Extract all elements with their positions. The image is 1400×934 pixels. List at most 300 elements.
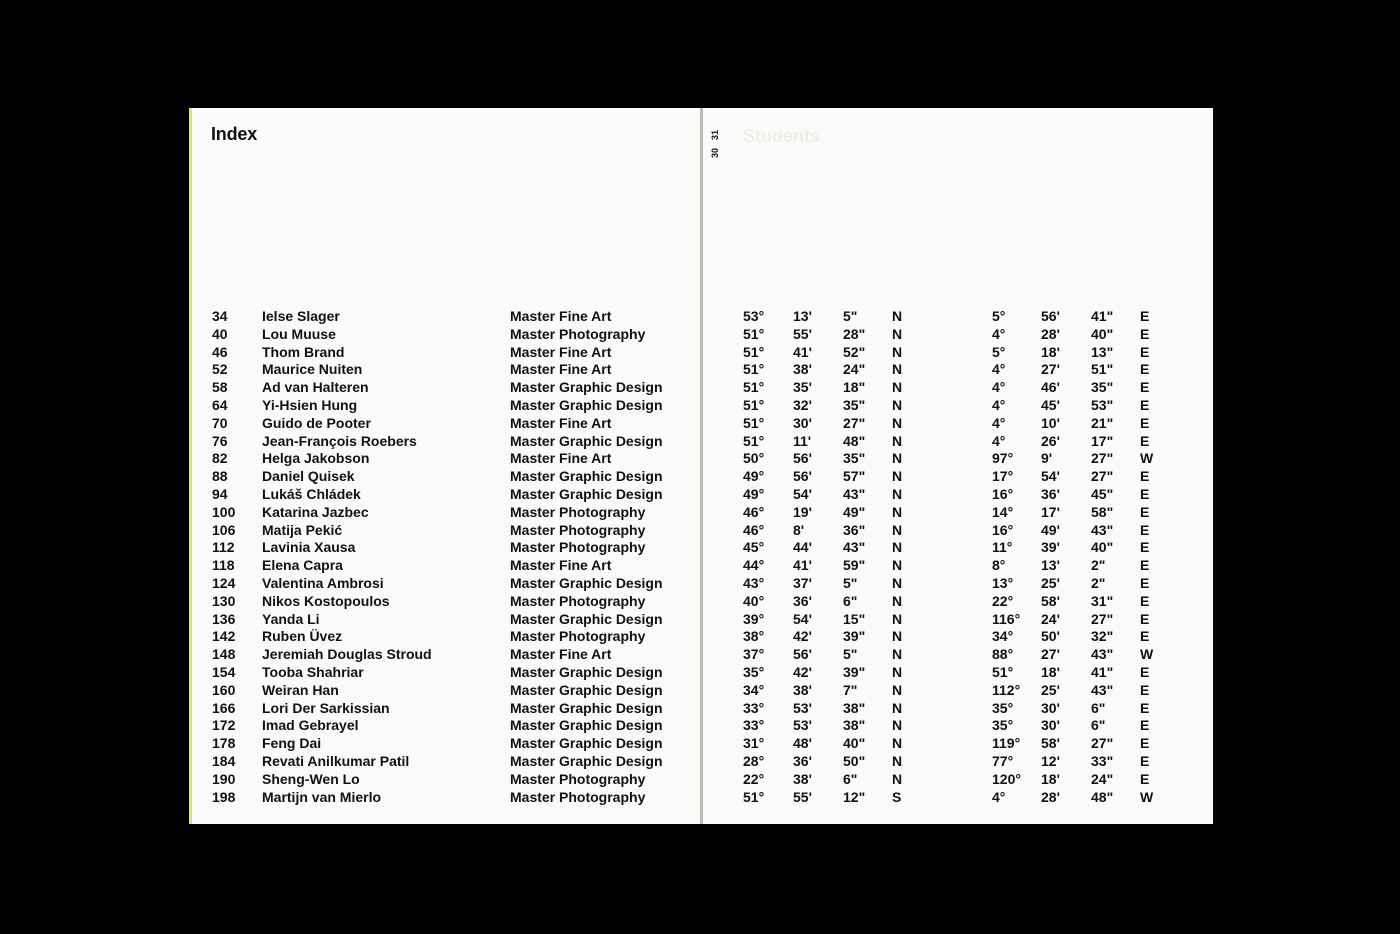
student-name: Lou Muuse bbox=[262, 325, 336, 342]
page-number: 106 bbox=[212, 521, 236, 538]
latitude-degrees: 33° bbox=[743, 699, 765, 716]
latitude-hemisphere: N bbox=[892, 770, 903, 787]
index-row bbox=[192, 682, 703, 700]
longitude-degrees: 8° bbox=[992, 557, 1006, 574]
index-row bbox=[192, 628, 703, 646]
longitude-degrees: 5° bbox=[992, 308, 1006, 324]
latitude-seconds: 36" bbox=[843, 521, 866, 538]
program-name: Master Graphic Design bbox=[510, 379, 663, 396]
latitude-degrees: 50° bbox=[743, 450, 765, 467]
latitude-hemisphere: N bbox=[892, 681, 903, 698]
longitude-degrees: 14° bbox=[992, 503, 1014, 520]
longitude-degrees: 4° bbox=[992, 361, 1006, 378]
page-number: 154 bbox=[212, 664, 236, 680]
page-number: 118 bbox=[212, 557, 235, 574]
page-number: 64 bbox=[212, 397, 228, 413]
longitude-hemisphere: E bbox=[1140, 325, 1150, 342]
latitude-minutes: 44' bbox=[793, 539, 812, 556]
latitude-minutes: 38' bbox=[793, 361, 812, 378]
index-row bbox=[192, 664, 703, 682]
latitude-minutes: 48' bbox=[793, 735, 812, 752]
student-name: Valentina Ambrosi bbox=[262, 575, 384, 591]
longitude-seconds: 31" bbox=[1091, 592, 1114, 609]
longitude-hemisphere: E bbox=[1140, 468, 1150, 485]
coordinates-row bbox=[703, 308, 1213, 326]
latitude-degrees: 35° bbox=[743, 664, 765, 680]
coordinates-row bbox=[703, 415, 1213, 433]
latitude-degrees: 38° bbox=[743, 628, 765, 645]
latitude-seconds: 6" bbox=[843, 770, 858, 787]
coordinates-row bbox=[703, 433, 1213, 451]
longitude-degrees: 35° bbox=[992, 717, 1014, 734]
latitude-seconds: 28" bbox=[843, 325, 866, 342]
latitude-hemisphere: N bbox=[892, 414, 903, 431]
longitude-seconds: 21" bbox=[1091, 414, 1114, 431]
page-title: Index bbox=[211, 124, 258, 144]
page-number: 172 bbox=[212, 717, 236, 734]
latitude-minutes: 56' bbox=[793, 450, 812, 467]
longitude-seconds: 27" bbox=[1091, 450, 1114, 467]
latitude-degrees: 31° bbox=[743, 735, 765, 752]
latitude-degrees: 51° bbox=[743, 397, 765, 413]
coordinates-row bbox=[703, 539, 1213, 557]
longitude-minutes: 12' bbox=[1041, 753, 1060, 769]
longitude-degrees: 120° bbox=[992, 770, 1021, 787]
latitude-hemisphere: N bbox=[892, 539, 903, 556]
latitude-degrees: 51° bbox=[743, 432, 765, 449]
student-name: Thom Brand bbox=[262, 343, 345, 360]
coordinates-row bbox=[703, 664, 1213, 682]
longitude-seconds: 24" bbox=[1091, 770, 1114, 787]
longitude-degrees: 16° bbox=[992, 521, 1014, 538]
longitude-degrees: 16° bbox=[992, 486, 1014, 502]
index-row bbox=[192, 522, 703, 540]
longitude-minutes: 18' bbox=[1041, 343, 1060, 360]
longitude-degrees: 88° bbox=[992, 646, 1014, 663]
longitude-degrees: 77° bbox=[992, 753, 1014, 769]
page-number: 184 bbox=[212, 753, 236, 769]
student-name: Ruben Üvez bbox=[262, 628, 343, 645]
latitude-hemisphere: N bbox=[892, 646, 903, 663]
coordinates-row bbox=[703, 397, 1213, 415]
longitude-hemisphere: E bbox=[1140, 343, 1150, 360]
longitude-hemisphere: E bbox=[1140, 664, 1150, 680]
latitude-hemisphere: N bbox=[892, 592, 903, 609]
longitude-hemisphere: E bbox=[1140, 521, 1150, 538]
latitude-hemisphere: N bbox=[892, 468, 903, 485]
longitude-seconds: 53" bbox=[1091, 397, 1114, 413]
index-row bbox=[192, 326, 703, 344]
coordinates-row bbox=[703, 700, 1213, 718]
student-name: Ad van Halteren bbox=[262, 379, 369, 396]
longitude-seconds: 40" bbox=[1091, 539, 1114, 556]
latitude-hemisphere: N bbox=[892, 325, 903, 342]
latitude-seconds: 43" bbox=[843, 486, 866, 502]
index-row bbox=[192, 717, 703, 735]
page-number: 88 bbox=[212, 468, 228, 485]
student-name: Weiran Han bbox=[262, 681, 339, 698]
coordinates-row bbox=[703, 611, 1213, 629]
latitude-hemisphere: N bbox=[892, 717, 903, 734]
longitude-minutes: 58' bbox=[1041, 735, 1060, 752]
latitude-seconds: 57" bbox=[843, 468, 866, 485]
latitude-hemisphere: N bbox=[892, 735, 903, 752]
program-name: Master Graphic Design bbox=[510, 468, 663, 485]
latitude-hemisphere: N bbox=[892, 521, 903, 538]
latitude-degrees: 51° bbox=[743, 343, 765, 360]
longitude-hemisphere: E bbox=[1140, 503, 1150, 520]
longitude-hemisphere: W bbox=[1140, 450, 1154, 467]
latitude-minutes: 41' bbox=[793, 343, 812, 360]
longitude-hemisphere: E bbox=[1140, 486, 1150, 502]
program-name: Master Fine Art bbox=[510, 343, 612, 360]
longitude-minutes: 56' bbox=[1041, 308, 1060, 324]
student-name: Revati Anilkumar Patil bbox=[262, 753, 410, 769]
latitude-degrees: 46° bbox=[743, 503, 765, 520]
latitude-minutes: 36' bbox=[793, 592, 812, 609]
latitude-degrees: 37° bbox=[743, 646, 765, 663]
page-number: 178 bbox=[212, 735, 236, 752]
longitude-degrees: 4° bbox=[992, 432, 1006, 449]
coordinates-row bbox=[703, 522, 1213, 540]
longitude-hemisphere: E bbox=[1140, 628, 1150, 645]
longitude-seconds: 43" bbox=[1091, 646, 1114, 663]
longitude-degrees: 22° bbox=[992, 592, 1014, 609]
index-row bbox=[192, 771, 703, 789]
page-number: 160 bbox=[212, 681, 236, 698]
longitude-seconds: 2" bbox=[1091, 557, 1106, 574]
page-number: 130 bbox=[212, 592, 236, 609]
latitude-degrees: 43° bbox=[743, 575, 765, 591]
index-row bbox=[192, 486, 703, 504]
latitude-degrees: 28° bbox=[743, 753, 765, 769]
student-name: Helga Jakobson bbox=[262, 450, 370, 467]
student-name: Daniel Quisek bbox=[262, 468, 355, 485]
longitude-degrees: 4° bbox=[992, 379, 1006, 396]
student-name: Sheng-Wen Lo bbox=[262, 770, 360, 787]
latitude-seconds: 5" bbox=[843, 575, 858, 591]
latitude-degrees: 51° bbox=[743, 325, 765, 342]
index-row bbox=[192, 415, 703, 433]
index-row bbox=[192, 611, 703, 629]
index-row bbox=[192, 789, 703, 807]
longitude-minutes: 27' bbox=[1041, 361, 1060, 378]
latitude-seconds: 52" bbox=[843, 343, 866, 360]
page-number: 124 bbox=[212, 575, 236, 591]
latitude-hemisphere: N bbox=[892, 753, 903, 769]
latitude-seconds: 15" bbox=[843, 610, 866, 627]
longitude-hemisphere: E bbox=[1140, 735, 1150, 752]
coordinates-row bbox=[703, 789, 1213, 807]
latitude-minutes: 19' bbox=[793, 503, 812, 520]
latitude-degrees: 44° bbox=[743, 557, 765, 574]
longitude-minutes: 50' bbox=[1041, 628, 1060, 645]
index-row bbox=[192, 397, 703, 415]
longitude-minutes: 18' bbox=[1041, 664, 1060, 680]
longitude-minutes: 36' bbox=[1041, 486, 1060, 502]
longitude-degrees: 116° bbox=[992, 610, 1021, 627]
student-name: Jean-François Roebers bbox=[262, 432, 417, 449]
index-row bbox=[192, 379, 703, 397]
student-name: Yi-Hsien Hung bbox=[262, 397, 358, 413]
longitude-hemisphere: W bbox=[1140, 646, 1154, 663]
longitude-minutes: 26' bbox=[1041, 432, 1060, 449]
page-number: 190 bbox=[212, 770, 236, 787]
latitude-degrees: 34° bbox=[743, 681, 765, 698]
latitude-seconds: 49" bbox=[843, 503, 866, 520]
latitude-minutes: 11' bbox=[793, 432, 812, 449]
index-row bbox=[192, 575, 703, 593]
latitude-degrees: 39° bbox=[743, 610, 765, 627]
latitude-hemisphere: N bbox=[892, 557, 903, 574]
coordinates-row bbox=[703, 379, 1213, 397]
latitude-minutes: 54' bbox=[793, 486, 812, 502]
student-name: Tooba Shahriar bbox=[262, 664, 364, 680]
latitude-seconds: 5" bbox=[843, 308, 858, 324]
latitude-minutes: 54' bbox=[793, 610, 812, 627]
latitude-degrees: 49° bbox=[743, 468, 765, 485]
latitude-seconds: 43" bbox=[843, 539, 866, 556]
latitude-hemisphere: N bbox=[892, 379, 903, 396]
longitude-seconds: 35" bbox=[1091, 379, 1114, 396]
longitude-hemisphere: E bbox=[1140, 557, 1150, 574]
index-row bbox=[192, 646, 703, 664]
latitude-degrees: 45° bbox=[743, 539, 765, 556]
program-name: Master Fine Art bbox=[510, 308, 612, 324]
program-name: Master Fine Art bbox=[510, 557, 612, 574]
student-name: Lavinia Xausa bbox=[262, 539, 356, 556]
index-row bbox=[192, 700, 703, 718]
coordinates-row bbox=[703, 486, 1213, 504]
latitude-minutes: 38' bbox=[793, 681, 812, 698]
program-name: Master Fine Art bbox=[510, 450, 612, 467]
program-name: Master Graphic Design bbox=[510, 681, 663, 698]
longitude-degrees: 13° bbox=[992, 575, 1014, 591]
program-name: Master Photography bbox=[510, 628, 646, 645]
coordinates-row bbox=[703, 468, 1213, 486]
latitude-minutes: 32' bbox=[793, 397, 812, 413]
longitude-hemisphere: E bbox=[1140, 575, 1150, 591]
longitude-minutes: 17' bbox=[1041, 503, 1060, 520]
latitude-degrees: 51° bbox=[743, 361, 765, 378]
show-through-title: Students bbox=[743, 126, 821, 146]
index-row bbox=[192, 344, 703, 362]
program-name: Master Graphic Design bbox=[510, 575, 663, 591]
student-name: Katarina Jazbec bbox=[262, 503, 369, 520]
longitude-minutes: 49' bbox=[1041, 521, 1060, 538]
latitude-minutes: 53' bbox=[793, 717, 812, 734]
latitude-seconds: 39" bbox=[843, 628, 866, 645]
latitude-degrees: 53° bbox=[743, 308, 765, 324]
longitude-hemisphere: E bbox=[1140, 308, 1150, 324]
program-name: Master Fine Art bbox=[510, 361, 612, 378]
program-name: Master Photography bbox=[510, 788, 646, 805]
index-row bbox=[192, 504, 703, 522]
longitude-minutes: 25' bbox=[1041, 575, 1060, 591]
longitude-seconds: 6" bbox=[1091, 717, 1106, 734]
page-number: 148 bbox=[212, 646, 236, 663]
student-name: Lukáš Chládek bbox=[262, 486, 361, 502]
coordinates-row bbox=[703, 735, 1213, 753]
latitude-seconds: 35" bbox=[843, 397, 866, 413]
latitude-minutes: 42' bbox=[793, 664, 812, 680]
longitude-hemisphere: E bbox=[1140, 770, 1150, 787]
student-name: Yanda Li bbox=[262, 610, 320, 627]
page-number: 58 bbox=[212, 379, 228, 396]
student-name: Nikos Kostopoulos bbox=[262, 592, 390, 609]
latitude-hemisphere: N bbox=[892, 308, 903, 324]
page-number: 76 bbox=[212, 432, 228, 449]
index-row bbox=[192, 433, 703, 451]
page-number: 40 bbox=[212, 325, 228, 342]
page-number: 82 bbox=[212, 450, 228, 467]
coordinates-row bbox=[703, 344, 1213, 362]
longitude-seconds: 17" bbox=[1091, 432, 1114, 449]
index-row bbox=[192, 735, 703, 753]
folio-number-right: 31 bbox=[710, 129, 721, 141]
index-row bbox=[192, 539, 703, 557]
program-name: Master Photography bbox=[510, 521, 646, 538]
latitude-hemisphere: N bbox=[892, 450, 903, 467]
coordinates-row bbox=[703, 646, 1213, 664]
page-number: 112 bbox=[212, 539, 235, 556]
latitude-minutes: 37' bbox=[793, 575, 812, 591]
longitude-minutes: 54' bbox=[1041, 468, 1060, 485]
latitude-seconds: 24" bbox=[843, 361, 866, 378]
latitude-minutes: 35' bbox=[793, 379, 812, 396]
longitude-degrees: 17° bbox=[992, 468, 1014, 485]
longitude-minutes: 27' bbox=[1041, 646, 1060, 663]
longitude-seconds: 48" bbox=[1091, 788, 1114, 805]
latitude-hemisphere: N bbox=[892, 432, 903, 449]
student-name: Jeremiah Douglas Stroud bbox=[262, 646, 432, 663]
latitude-minutes: 41' bbox=[793, 557, 812, 574]
latitude-degrees: 46° bbox=[743, 521, 765, 538]
latitude-degrees: 22° bbox=[743, 770, 765, 787]
latitude-seconds: 35" bbox=[843, 450, 866, 467]
latitude-degrees: 40° bbox=[743, 592, 765, 609]
longitude-hemisphere: E bbox=[1140, 610, 1150, 627]
latitude-hemisphere: N bbox=[892, 361, 903, 378]
program-name: Master Graphic Design bbox=[510, 717, 663, 734]
longitude-seconds: 51" bbox=[1091, 361, 1114, 378]
program-name: Master Graphic Design bbox=[510, 432, 663, 449]
latitude-seconds: 39" bbox=[843, 664, 866, 680]
longitude-degrees: 34° bbox=[992, 628, 1014, 645]
longitude-degrees: 5° bbox=[992, 343, 1006, 360]
longitude-degrees: 35° bbox=[992, 699, 1014, 716]
longitude-minutes: 58' bbox=[1041, 592, 1060, 609]
longitude-minutes: 10' bbox=[1041, 414, 1060, 431]
program-name: Master Graphic Design bbox=[510, 610, 663, 627]
longitude-seconds: 2" bbox=[1091, 575, 1106, 591]
latitude-minutes: 42' bbox=[793, 628, 812, 645]
coordinates-row bbox=[703, 717, 1213, 735]
latitude-seconds: 6" bbox=[843, 592, 858, 609]
student-name: Guido de Pooter bbox=[262, 414, 371, 431]
program-name: Master Graphic Design bbox=[510, 753, 663, 769]
longitude-minutes: 24' bbox=[1041, 610, 1060, 627]
page-number: 46 bbox=[212, 343, 228, 360]
coordinates-row bbox=[703, 682, 1213, 700]
latitude-degrees: 51° bbox=[743, 379, 765, 396]
latitude-degrees: 51° bbox=[743, 788, 765, 805]
longitude-minutes: 30' bbox=[1041, 699, 1060, 716]
coordinates-row bbox=[703, 326, 1213, 344]
latitude-hemisphere: N bbox=[892, 575, 903, 591]
latitude-minutes: 36' bbox=[793, 753, 812, 769]
longitude-hemisphere: E bbox=[1140, 432, 1150, 449]
student-name: Elena Capra bbox=[262, 557, 343, 574]
latitude-minutes: 56' bbox=[793, 468, 812, 485]
longitude-seconds: 33" bbox=[1091, 753, 1114, 769]
longitude-hemisphere: E bbox=[1140, 592, 1150, 609]
index-row bbox=[192, 361, 703, 379]
latitude-minutes: 56' bbox=[793, 646, 812, 663]
longitude-minutes: 39' bbox=[1041, 539, 1060, 556]
index-row bbox=[192, 450, 703, 468]
latitude-seconds: 48" bbox=[843, 432, 866, 449]
program-name: Master Photography bbox=[510, 592, 646, 609]
longitude-minutes: 25' bbox=[1041, 681, 1060, 698]
student-name: Maurice Nuiten bbox=[262, 361, 363, 378]
latitude-hemisphere: N bbox=[892, 397, 903, 413]
longitude-minutes: 30' bbox=[1041, 717, 1060, 734]
folio-number-left: 30 bbox=[710, 147, 721, 159]
longitude-hemisphere: E bbox=[1140, 717, 1150, 734]
longitude-minutes: 28' bbox=[1041, 788, 1060, 805]
latitude-hemisphere: N bbox=[892, 699, 903, 716]
latitude-hemisphere: N bbox=[892, 503, 903, 520]
longitude-degrees: 97° bbox=[992, 450, 1014, 467]
latitude-seconds: 18" bbox=[843, 379, 866, 396]
coordinates-row bbox=[703, 771, 1213, 789]
longitude-seconds: 27" bbox=[1091, 735, 1114, 752]
latitude-seconds: 5" bbox=[843, 646, 858, 663]
longitude-degrees: 4° bbox=[992, 397, 1006, 413]
latitude-seconds: 38" bbox=[843, 699, 866, 716]
longitude-seconds: 58" bbox=[1091, 503, 1114, 520]
longitude-minutes: 13' bbox=[1041, 557, 1060, 574]
student-name: Ielse Slager bbox=[262, 308, 340, 324]
program-name: Master Fine Art bbox=[510, 414, 612, 431]
index-row bbox=[192, 593, 703, 611]
longitude-hemisphere: E bbox=[1140, 699, 1150, 716]
coordinates-row bbox=[703, 753, 1213, 771]
longitude-seconds: 27" bbox=[1091, 610, 1114, 627]
coordinates-row bbox=[703, 504, 1213, 522]
program-name: Master Graphic Design bbox=[510, 735, 663, 752]
latitude-minutes: 55' bbox=[793, 325, 812, 342]
index-row bbox=[192, 753, 703, 771]
student-name: Matija Pekić bbox=[262, 521, 343, 538]
longitude-seconds: 13" bbox=[1091, 343, 1114, 360]
longitude-minutes: 28' bbox=[1041, 325, 1060, 342]
longitude-degrees: 4° bbox=[992, 788, 1006, 805]
program-name: Master Graphic Design bbox=[510, 486, 663, 502]
left-page bbox=[189, 108, 700, 824]
page-number: 142 bbox=[212, 628, 236, 645]
program-name: Master Photography bbox=[510, 539, 646, 556]
coordinates-row bbox=[703, 450, 1213, 468]
program-name: Master Photography bbox=[510, 325, 646, 342]
latitude-seconds: 38" bbox=[843, 717, 866, 734]
page-number: 34 bbox=[212, 308, 228, 324]
latitude-minutes: 53' bbox=[793, 699, 812, 716]
latitude-hemisphere: N bbox=[892, 610, 903, 627]
longitude-seconds: 43" bbox=[1091, 681, 1114, 698]
longitude-seconds: 41" bbox=[1091, 664, 1114, 680]
